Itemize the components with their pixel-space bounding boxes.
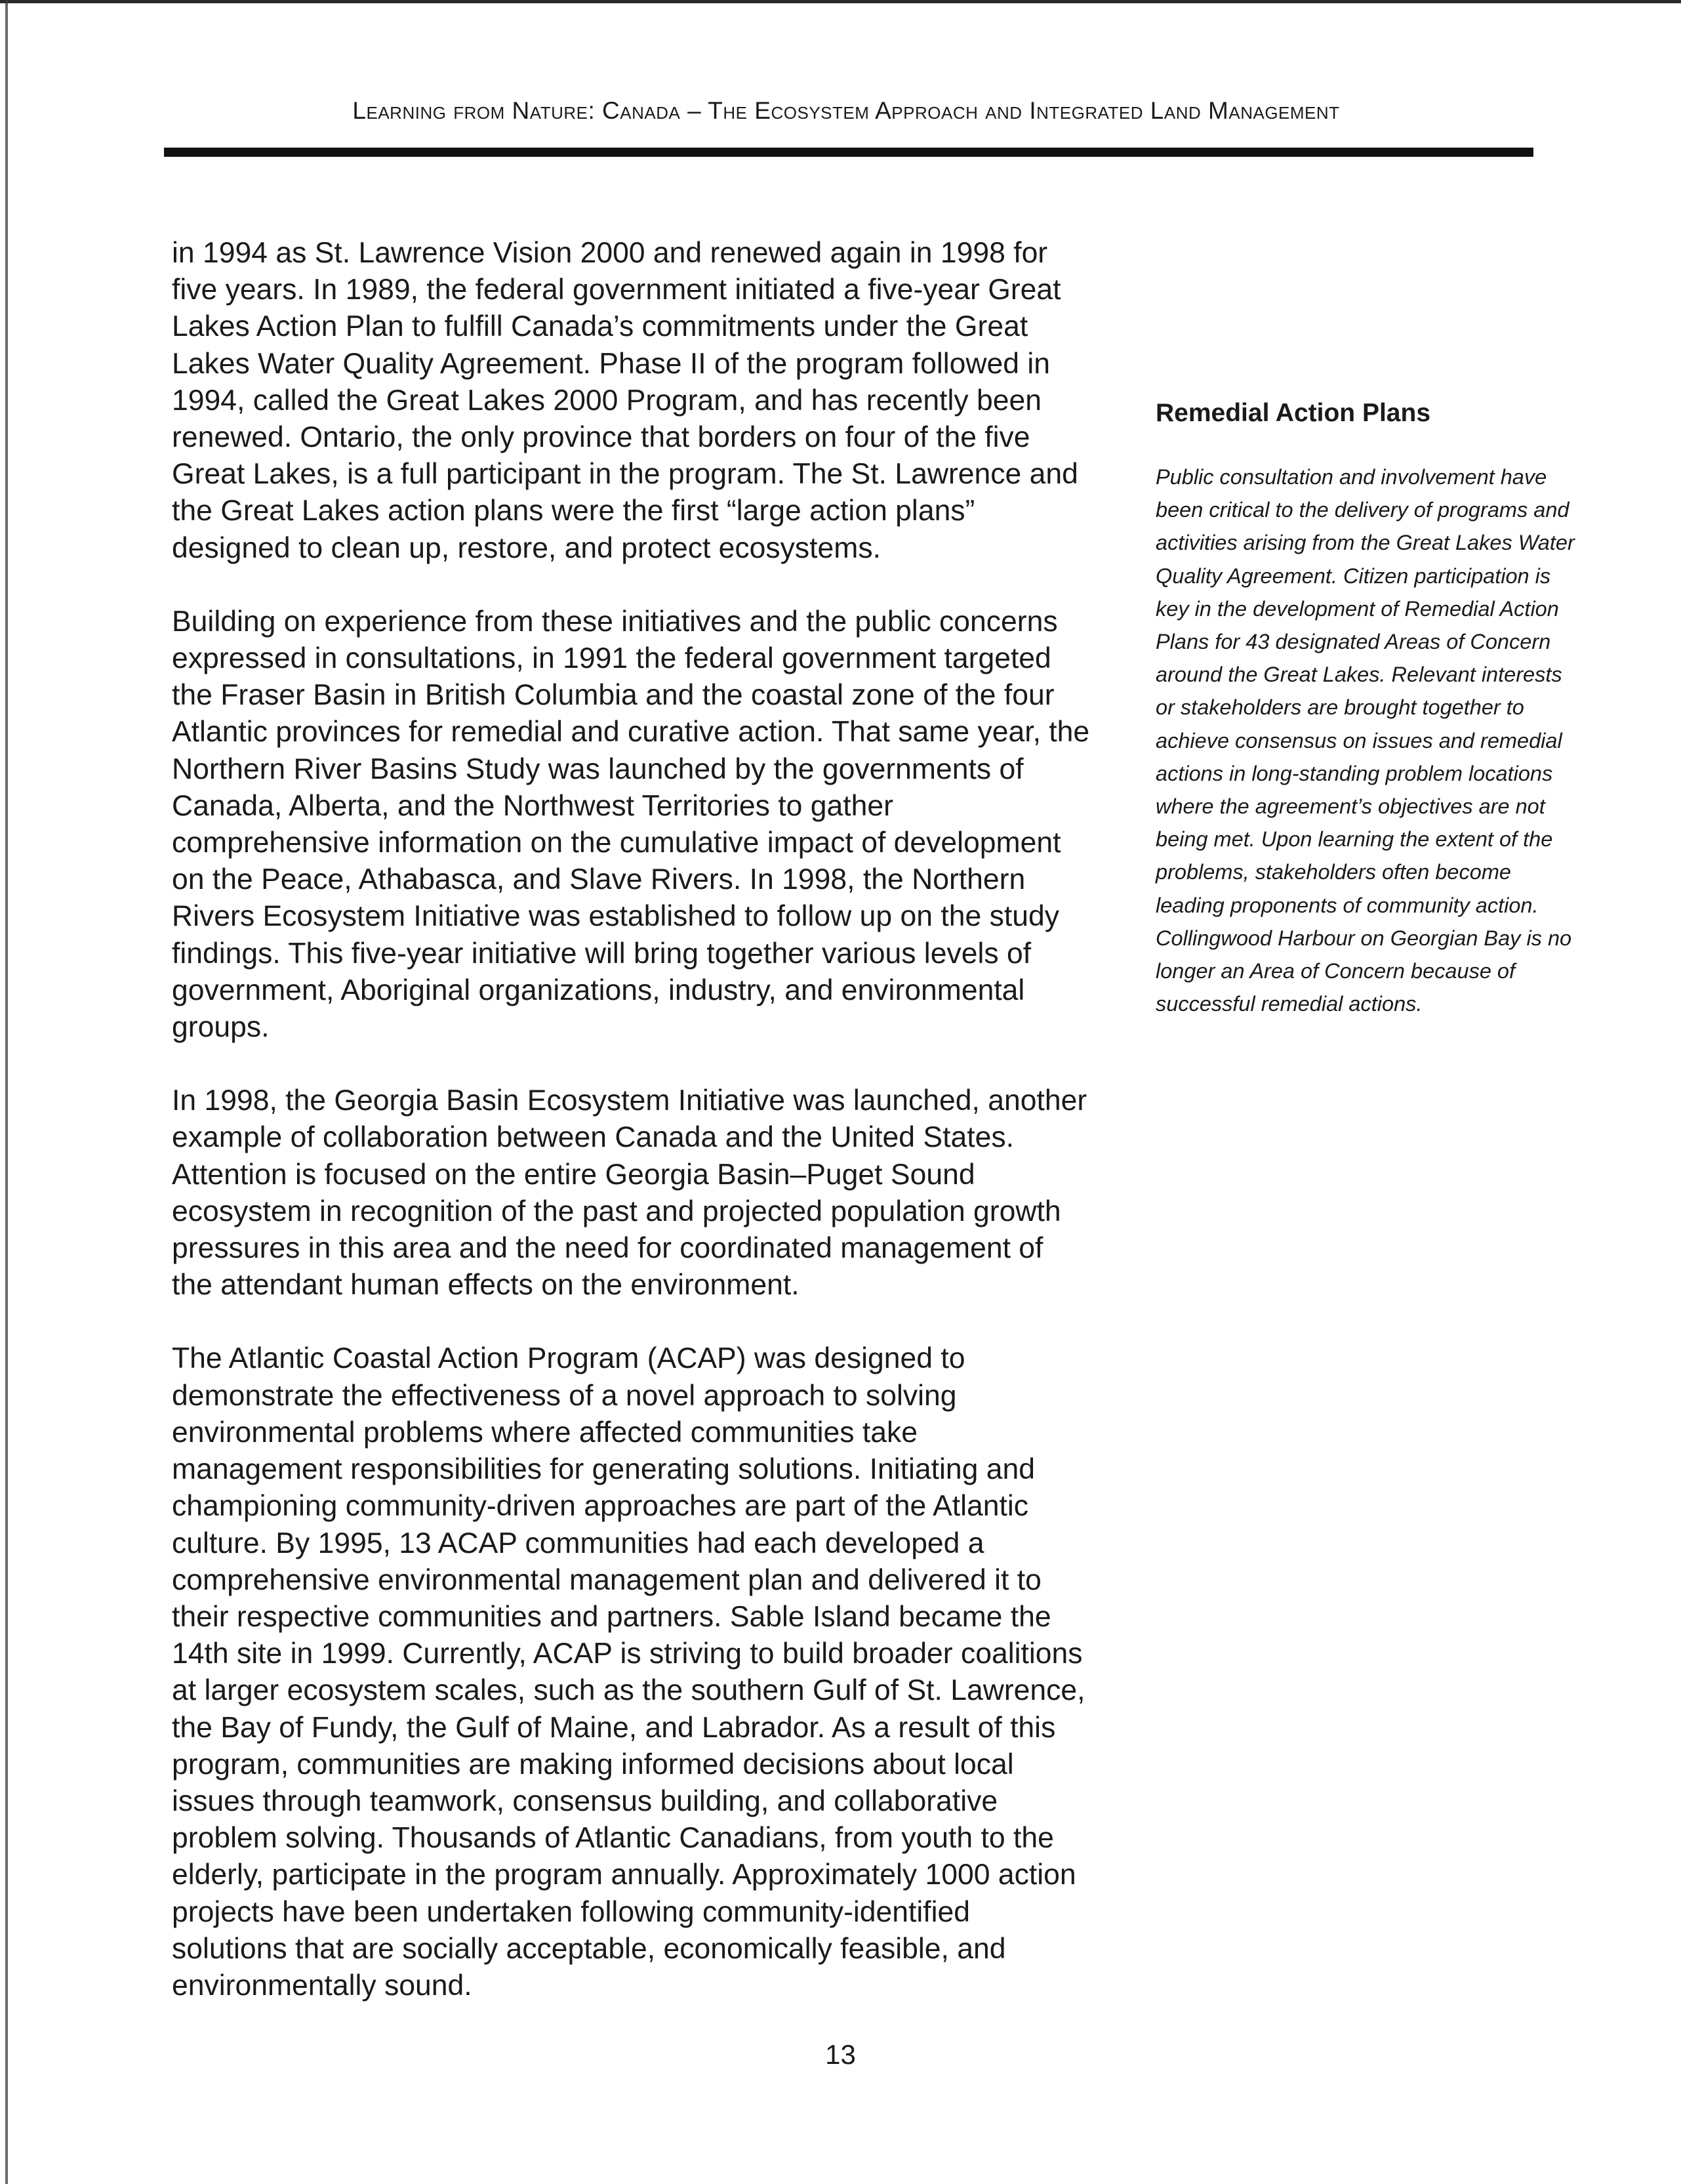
page-number: 13 [825,2039,856,2070]
sidebar-body: Public consultation and involvement have been critical to the delivery of programs and activities arising from the Great Lakes Water Quality Agreement. Citizen participation is key in the development of Remedial Action Plans for 43 designated Areas of Concern around the Great Lakes. Relevant interests or stakeholders are brought together to achieve consensus on issues and remedial actions in long-standing problem locations where the agreement’s objectives are not being met. Upon learning the extent of the problems, stakeholders often become leading proponents of community action. Collingwood Harbour on Georgian Bay is no longer an Area of Concern because of successful remedial actions. [1156,465,1575,1016]
body-paragraph-1: in 1994 as St. Lawrence Vision 2000 and renewed again in 1998 for five years. In 1989, the federal government initiated a five-year Great Lakes Action Plan to fulfill Canada’s commitments under the Great Lakes Water Quality Agreement. Phase II of the program followed in 1994, called the Great Lakes 2000 Program, and has recently been renewed. Ontario, the only province that borders on four of the five Great Lakes, is a full participant in the program. The St. Lawrence and the Great Lakes action plans were the first “large action plans” designed to clean up, restore, and protect ecosystems. [172,237,1078,564]
header-rule [164,148,1533,157]
body-paragraph-3: In 1998, the Georgia Basin Ecosystem Initiative was launched, another example of collaboration between Canada and the United States. Attention is focused on the entire Georgia Basin–Puget Sound ecosystem in recognition of the past and projected population growth pressures in this area and the need for coordinated management of the attendant human effects on the environment. [172,1084,1087,1302]
main-text-column [172,235,1090,2041]
body-paragraph-2: Building on experience from these initiatives and the public concerns expressed in consultations, in 1991 the federal government targeted the Fraser Basin in British Columbia and the coastal zone of the four Atlantic provinces for remedial and curative action. That same year, the Northern River Basins Study was launched by the governments of Canada, Alberta, and the Northwest Territories to gather comprehensive information on the cumulative impact of development on the Peace, Athabasca, and Slave Rivers. In 1998, the Northern Rivers Ecosystem Initiative was established to follow up on the study findings. This five-year initiative will bring together various levels of government, Aboriginal organizations, industry, and environmental groups. [172,605,1090,1044]
body-paragraph-4: The Atlantic Coastal Action Program (ACAP) was designed to demonstrate the effectiveness of a novel approach to solving environmental problems where affected communities take management responsibilities for generating solutions. Initiating and championing community-driven approaches are part of the Atlantic culture. By 1995, 13 ACAP communities had each developed a comprehensive environmental management plan and delivered it to their respective communities and partners. Sable Island became the 14th site in 1999. Currently, ACAP is striving to build broader coalitions at larger ecosystem scales, such as the southern Gulf of St. Lawrence, the Bay of Fundy, the Gulf of Maine, and Labrador. As a result of this program, communities are making informed decisions about local issues through teamwork, consensus building, and collaborative problem solving. Thousands of Atlantic Canadians, from youth to the elderly, participate in the program annually. Approximately 1000 action projects have been undertaken following community-identified solutions that are socially acceptable, economically feasible, and environmentally sound. [172,1342,1085,2002]
sidebar-note [1156,398,1575,1020]
running-header: Learning from Nature: Canada – The Ecosystem Approach and Integrated Land Management [352,97,1340,124]
scan-edge-left [5,0,8,2184]
scan-edge-top [0,0,1681,3]
sidebar-title: Remedial Action Plans [1156,399,1431,427]
